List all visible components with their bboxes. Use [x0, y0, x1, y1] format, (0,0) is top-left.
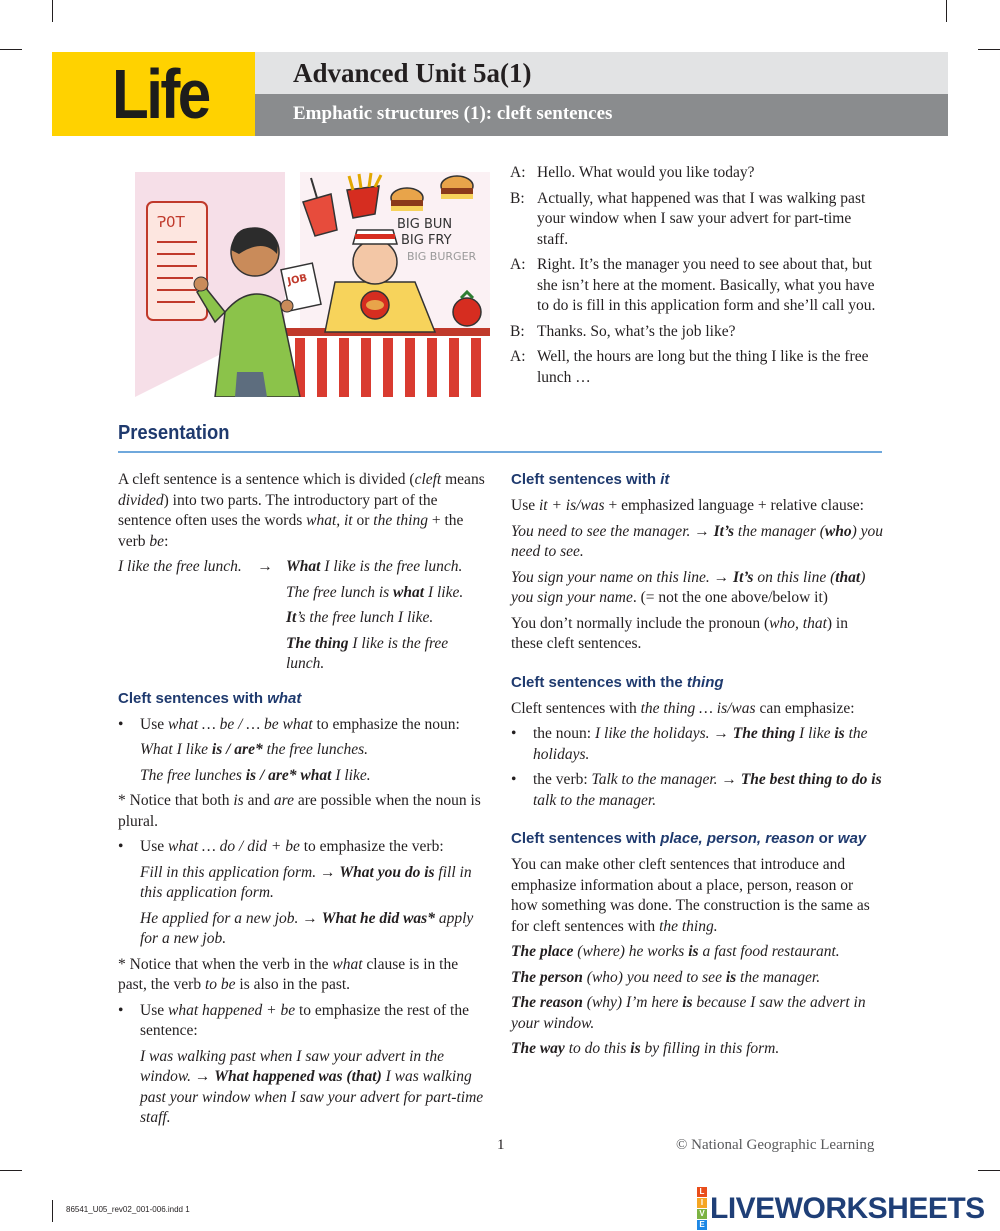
copyright: © National Geographic Learning — [676, 1137, 875, 1153]
example: Fill in this application form. → What you do is fill in this application form. — [140, 863, 472, 901]
svg-text:Ɂ0T: Ɂ0T — [157, 213, 185, 231]
liveworksheets-logo[interactable]: L I V E LIVEWORKSHEETS — [697, 1187, 985, 1231]
dialogue-line: B: Actually, what happened was that I was walking past your window when I saw your advert for part-time staff. — [510, 189, 866, 248]
example-row: I like the free lunch. → What I like is the free lunch. — [118, 558, 463, 575]
example: You need to see the manager. → It’s the manager (who) you need to see. — [511, 522, 883, 560]
example: He applied for a new job. → What he did was* apply for a new job. — [140, 909, 474, 947]
fast-food-illustration — [135, 172, 490, 397]
crop-mark — [52, 0, 53, 22]
page-subtitle: Emphatic structures (1): cleft sentences — [293, 103, 613, 124]
example: What I like is / are* the free lunches. — [140, 741, 369, 758]
file-info: 86541_U05_rev02_001-006.indd 1 — [66, 1205, 190, 1214]
bullet-item: • Use what … be / … be what to emphasize the noun: — [118, 715, 460, 733]
example-row: The thing I like is the free lunch. — [286, 634, 449, 672]
svg-text:BIG BUN: BIG BUN — [397, 217, 453, 232]
menu-board — [147, 202, 207, 320]
example: The person (who) you need to see is the manager. — [511, 968, 821, 986]
example: The reason (why) I’m here is because I saw the advert in your window. — [511, 994, 866, 1032]
rule-text: You can make other cleft sentences that introduce and emphasize information about a place, person, reason or how something was done. The construction is the same as for cleft sentences with the thing. — [511, 856, 870, 935]
example: The free lunches is / are* what I like. — [140, 766, 371, 784]
example-row: The free lunch is what I like. — [286, 583, 464, 601]
crop-mark — [978, 49, 1000, 50]
bullet-item: • Use what happened + be to emphasize the rest of the sentence: — [118, 1001, 469, 1039]
counter — [285, 328, 490, 397]
subheading-what: Cleft sentences with what — [118, 689, 302, 707]
crop-mark — [946, 0, 947, 22]
bullet-item: • the verb: Talk to the manager. → The best thing to do is talk to the manager. — [511, 771, 882, 809]
crop-mark — [978, 1170, 1000, 1171]
bullet-item: • the noun: I like the holidays. → The thing I like is the holidays. — [511, 725, 868, 763]
dialogue-line: B: Thanks. So, what’s the job like? — [510, 322, 736, 340]
svg-text:BIG FRY: BIG FRY — [401, 233, 452, 248]
crop-mark — [0, 49, 22, 50]
rule-text: Use it + is/was + emphasized language + relative clause: — [511, 497, 864, 514]
note: * Notice that when the verb in the what clause is in the past, the verb to be is also in the past. — [118, 955, 459, 993]
page-title: Advanced Unit 5a(1) — [293, 58, 532, 88]
life-logo: Life — [112, 55, 209, 133]
rule-text: Cleft sentences with the thing … is/was can emphasize: — [511, 699, 855, 717]
subheading-thing: Cleft sentences with the thing — [511, 673, 724, 691]
bullet-item: • Use what … do / did + be to emphasize the verb: — [118, 838, 444, 855]
example: I was walking past when I saw your advert in the window. → What happened was (that) I was walking past your window when I saw your advert for part-time staff. — [140, 1047, 484, 1126]
crop-mark — [52, 1200, 53, 1222]
example: The way to do this is by filling in this form. — [511, 1040, 780, 1057]
example: The place (where) he works is a fast food restaurant. — [511, 943, 840, 960]
dialogue-line: A: Well, the hours are long but the thing I like is the free lunch … — [510, 348, 869, 386]
section-divider — [118, 451, 882, 453]
dialogue-line: A: Right. It’s the manager you need to see about that, but she isn’t here at the moment. Basically, what you have to do is fill in this application form and she’ll call you. — [510, 256, 876, 314]
crop-mark — [0, 1170, 22, 1171]
dialogue — [510, 163, 885, 393]
subheading-it: Cleft sentences with it — [511, 471, 670, 488]
right-column — [511, 470, 883, 1065]
page-number: 1 — [497, 1137, 505, 1153]
note: You don’t normally include the pronoun (who, that) in these cleft sentences. — [511, 614, 848, 652]
left-column — [118, 470, 490, 1134]
dialogue-line: A: Hello. What would you like today? — [510, 164, 755, 181]
svg-text:JOB: JOB — [286, 272, 309, 288]
lw-icon: L I V E — [697, 1187, 707, 1231]
intro-paragraph: A cleft sentence is a sentence which is divided (cleft means divided) into two parts. The introductory part of the sentence often uses the words what, it or the thing + the verb be: — [118, 471, 485, 550]
note: * Notice that both is and are are possible when the noun is plural. — [118, 792, 481, 830]
section-heading: Presentation — [118, 422, 230, 444]
subheading-place-person-reason: Cleft sentences with place, person, reason or way — [511, 830, 867, 847]
example: You sign your name on this line. → It’s on this line (that) you sign your name. (= not the one above/below it) — [511, 568, 866, 606]
example-row: It’s the free lunch I like. — [286, 609, 434, 626]
svg-text:BIG BURGER: BIG BURGER — [407, 250, 477, 263]
